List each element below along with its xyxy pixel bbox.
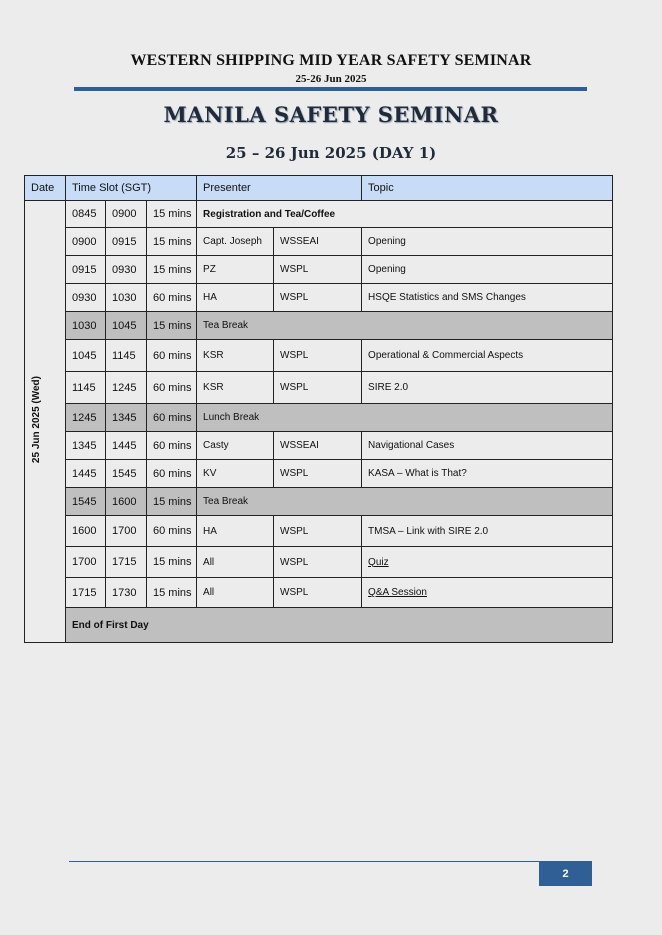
organization-cell: WSPL bbox=[274, 516, 362, 547]
end-time-cell: 1145 bbox=[106, 340, 147, 372]
start-time-cell: 0900 bbox=[66, 228, 106, 256]
duration-cell: 15 mins bbox=[147, 256, 197, 284]
table-row bbox=[25, 460, 613, 488]
topic-cell: Opening bbox=[362, 228, 613, 256]
session-span-cell: Registration and Tea/Coffee bbox=[197, 201, 613, 228]
header-date: Date bbox=[25, 176, 66, 201]
table-row bbox=[25, 228, 613, 256]
start-time-cell: 1715 bbox=[66, 578, 106, 608]
end-time-cell: 1715 bbox=[106, 547, 147, 578]
header-presenter: Presenter bbox=[197, 176, 362, 201]
presenter-cell: KSR bbox=[197, 372, 274, 404]
table-row bbox=[25, 284, 613, 312]
table-row bbox=[25, 256, 613, 284]
end-time-cell: 1700 bbox=[106, 516, 147, 547]
end-time-cell: 1730 bbox=[106, 578, 147, 608]
table-row bbox=[25, 578, 613, 608]
duration-cell: 15 mins bbox=[147, 228, 197, 256]
topic-cell: Q&A Session bbox=[362, 578, 613, 608]
topic-cell: Opening bbox=[362, 256, 613, 284]
organization-cell: WSPL bbox=[274, 256, 362, 284]
start-time-cell: 1345 bbox=[66, 432, 106, 460]
presenter-cell: All bbox=[197, 578, 274, 608]
organization-cell: WSPL bbox=[274, 284, 362, 312]
table-end-row bbox=[25, 608, 613, 643]
topic-cell: Operational & Commercial Aspects bbox=[362, 340, 613, 372]
presenter-cell: Capt. Joseph bbox=[197, 228, 274, 256]
start-time-cell: 1600 bbox=[66, 516, 106, 547]
presenter-cell: PZ bbox=[197, 256, 274, 284]
footer-divider bbox=[69, 861, 592, 862]
end-time-cell: 1345 bbox=[106, 404, 147, 432]
break-cell: Lunch Break bbox=[197, 404, 613, 432]
presenter-cell: All bbox=[197, 547, 274, 578]
presenter-cell: KV bbox=[197, 460, 274, 488]
page-title: MANILA SAFETY SEMINAR bbox=[163, 102, 499, 127]
end-time-cell: 0900 bbox=[106, 201, 147, 228]
organization-cell: WSSEAI bbox=[274, 432, 362, 460]
document-header-title: WESTERN SHIPPING MID YEAR SAFETY SEMINAR bbox=[130, 52, 532, 69]
duration-cell: 15 mins bbox=[147, 488, 197, 516]
document-header-dates: 25-26 Jun 2025 bbox=[295, 73, 367, 85]
end-time-cell: 0915 bbox=[106, 228, 147, 256]
table-row bbox=[25, 312, 613, 340]
end-time-cell: 0930 bbox=[106, 256, 147, 284]
start-time-cell: 1545 bbox=[66, 488, 106, 516]
start-time-cell: 1245 bbox=[66, 404, 106, 432]
presenter-cell: HA bbox=[197, 284, 274, 312]
start-time-cell: 0845 bbox=[66, 201, 106, 228]
duration-cell: 60 mins bbox=[147, 404, 197, 432]
header-topic: Topic bbox=[362, 176, 613, 201]
presenter-cell: KSR bbox=[197, 340, 274, 372]
table-row bbox=[25, 488, 613, 516]
schedule-table bbox=[24, 175, 613, 643]
end-time-cell: 1445 bbox=[106, 432, 147, 460]
topic-cell: SIRE 2.0 bbox=[362, 372, 613, 404]
organization-cell: WSPL bbox=[274, 340, 362, 372]
end-time-cell: 1045 bbox=[106, 312, 147, 340]
organization-cell: WSPL bbox=[274, 578, 362, 608]
duration-cell: 15 mins bbox=[147, 578, 197, 608]
duration-cell: 15 mins bbox=[147, 201, 197, 228]
end-time-cell: 1545 bbox=[106, 460, 147, 488]
end-time-cell: 1030 bbox=[106, 284, 147, 312]
presenter-cell: HA bbox=[197, 516, 274, 547]
start-time-cell: 0930 bbox=[66, 284, 106, 312]
presenter-cell: Casty bbox=[197, 432, 274, 460]
topic-cell: Quiz bbox=[362, 547, 613, 578]
topic-cell: TMSA – Link with SIRE 2.0 bbox=[362, 516, 613, 547]
table-row bbox=[25, 201, 613, 228]
duration-cell: 60 mins bbox=[147, 460, 197, 488]
organization-cell: WSPL bbox=[274, 460, 362, 488]
header-divider bbox=[74, 87, 587, 91]
header-time-slot: Time Slot (SGT) bbox=[66, 176, 197, 201]
duration-cell: 60 mins bbox=[147, 516, 197, 547]
page-subtitle: 25 – 26 Jun 2025 (DAY 1) bbox=[225, 144, 437, 162]
organization-cell: WSPL bbox=[274, 547, 362, 578]
duration-cell: 60 mins bbox=[147, 340, 197, 372]
page-number: 2 bbox=[539, 862, 592, 886]
date-label: 25 Jun 2025 (Wed) bbox=[31, 376, 42, 464]
duration-cell: 60 mins bbox=[147, 372, 197, 404]
start-time-cell: 0915 bbox=[66, 256, 106, 284]
table-row bbox=[25, 340, 613, 372]
table-row bbox=[25, 547, 613, 578]
topic-cell: Navigational Cases bbox=[362, 432, 613, 460]
start-time-cell: 1030 bbox=[66, 312, 106, 340]
topic-cell: HSQE Statistics and SMS Changes bbox=[362, 284, 613, 312]
table-row bbox=[25, 372, 613, 404]
break-cell: Tea Break bbox=[197, 488, 613, 516]
duration-cell: 60 mins bbox=[147, 432, 197, 460]
end-of-day-cell: End of First Day bbox=[66, 608, 613, 643]
end-time-cell: 1600 bbox=[106, 488, 147, 516]
end-time-cell: 1245 bbox=[106, 372, 147, 404]
topic-cell: KASA – What is That? bbox=[362, 460, 613, 488]
start-time-cell: 1445 bbox=[66, 460, 106, 488]
table-header-row bbox=[25, 176, 613, 201]
table-row bbox=[25, 432, 613, 460]
duration-cell: 15 mins bbox=[147, 547, 197, 578]
table-row bbox=[25, 516, 613, 547]
table-row bbox=[25, 404, 613, 432]
organization-cell: WSSEAI bbox=[274, 228, 362, 256]
start-time-cell: 1145 bbox=[66, 372, 106, 404]
date-cell bbox=[25, 201, 66, 643]
start-time-cell: 1700 bbox=[66, 547, 106, 578]
organization-cell: WSPL bbox=[274, 372, 362, 404]
duration-cell: 60 mins bbox=[147, 284, 197, 312]
break-cell: Tea Break bbox=[197, 312, 613, 340]
start-time-cell: 1045 bbox=[66, 340, 106, 372]
duration-cell: 15 mins bbox=[147, 312, 197, 340]
